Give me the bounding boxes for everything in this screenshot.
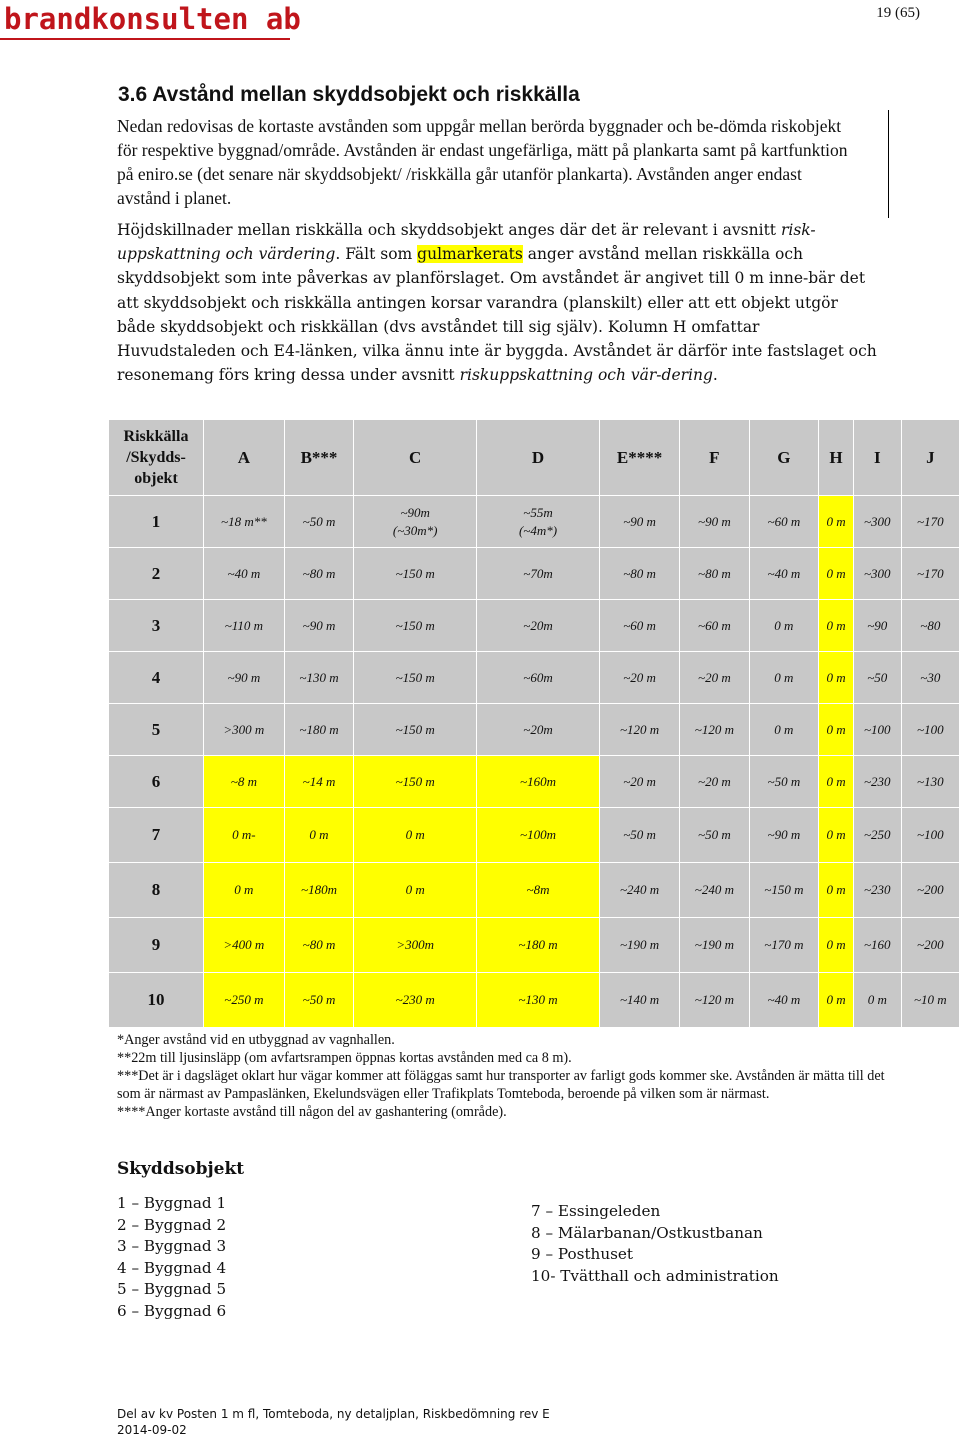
table-cell: ~180m	[284, 863, 354, 918]
table-cell: ~140 m	[599, 973, 679, 1028]
table-cell: ~50 m	[599, 808, 679, 863]
table-cell: 0 m	[819, 548, 854, 600]
table-cell: 0 m	[749, 704, 819, 756]
row-label: 4	[109, 652, 204, 704]
table-cell: ~80	[901, 600, 959, 652]
table-cell: 0 m	[819, 704, 854, 756]
column-header: E****	[599, 420, 679, 496]
table-row	[109, 756, 960, 808]
footnote: ***Det är i dagsläget oklart hur vägar kommer att föläggas samt hur transporter av farligt gods kommer ske. Avstånden är mätta till det som är närmast av Pampaslänken, Ekelundsvägen eller Trafikplats Tomteboda, beroende på vilken som är närmast.	[117, 1068, 885, 1102]
table-cell: ~80 m	[680, 548, 750, 600]
row-label: 10	[109, 973, 204, 1028]
table-cell: ~300	[853, 548, 901, 600]
table-cell: ~90 m	[284, 600, 354, 652]
page-number: 19 (65)	[876, 5, 920, 21]
table-cell: ~20 m	[599, 652, 679, 704]
para2-italic-2: riskuppskattning och vär-dering	[459, 366, 713, 385]
table-cell: ~230	[853, 863, 901, 918]
table-cell: ~150 m	[354, 652, 477, 704]
table-cell: ~110 m	[204, 600, 285, 652]
page-footer	[117, 1406, 550, 1438]
table-cell: ~120 m	[680, 973, 750, 1028]
column-header: J	[901, 420, 959, 496]
table-cell: >400 m	[204, 918, 285, 973]
table-cell: ~20 m	[680, 756, 750, 808]
table-cell: ~40 m	[749, 548, 819, 600]
section-heading: 3.6 Avstånd mellan skyddsobjekt och riskkälla	[118, 83, 580, 106]
para2-text-3: anger avstånd mellan riskkälla och skyddsobjekt som inte påverkas av planförslaget. Om avståndet är angivet till 0 m inne-bär det att skyddsobjekt och riskkälla antingen korsar varandra (planskilt) eller att ett objekt utgör både skyddsobjekt och riskkällan (dvs avståndet till sig själv). Kolumn H omfattar Huvudstaleden och E4-länken, vilka ännu inte är byggda. Avståndet är därför inte fastslaget och resonemang förs kring dessa under avsnitt	[117, 245, 877, 385]
cell-value: ~90m (~30m*)	[392, 504, 438, 538]
corner-line-3: objekt	[134, 470, 178, 487]
table-cell: ~20 m	[599, 756, 679, 808]
table-cell: 0 m	[819, 863, 854, 918]
table-cell: ~18 m**	[204, 496, 285, 548]
table-cell: ~170	[901, 548, 959, 600]
table-cell: >300m	[354, 918, 477, 973]
explanation-paragraph	[117, 218, 877, 387]
list-item: 8 – Mälarbanan/Ostkustbanan	[531, 1223, 763, 1242]
table-row	[109, 704, 960, 756]
column-header: D	[477, 420, 600, 496]
table-cell: 0 m-	[204, 808, 285, 863]
brand-underline	[0, 38, 290, 40]
table-cell: ~190 m	[599, 918, 679, 973]
table-row	[109, 918, 960, 973]
footnotes	[117, 1031, 897, 1121]
table-cell: ~90	[853, 600, 901, 652]
table-cell: ~60 m	[680, 600, 750, 652]
table-cell: ~50 m	[284, 973, 354, 1028]
table-cell: ~60 m	[599, 600, 679, 652]
table-cell: ~70m	[477, 548, 600, 600]
table-cell: ~300	[853, 496, 901, 548]
column-header: G	[749, 420, 819, 496]
table-row	[109, 548, 960, 600]
list-item: 3 – Byggnad 3	[117, 1237, 227, 1256]
skyddsobjekt-list-left	[117, 1193, 226, 1323]
table-cell: ~150 m	[354, 548, 477, 600]
table-cell: 0 m	[819, 496, 854, 548]
table-cell: 0 m	[204, 863, 285, 918]
footnote: ****Anger kortaste avstånd till någon del av gashantering (område).	[117, 1104, 507, 1120]
column-header: C	[354, 420, 477, 496]
table-cell: >300 m	[204, 704, 285, 756]
table-cell: ~80 m	[284, 918, 354, 973]
table-cell: ~230	[853, 756, 901, 808]
table-cell: 0 m	[819, 756, 854, 808]
row-label: 6	[109, 756, 204, 808]
row-label: 9	[109, 918, 204, 973]
table-cell: ~150 m	[354, 756, 477, 808]
table-cell: ~80 m	[284, 548, 354, 600]
table-cell: ~150 m	[354, 704, 477, 756]
table-row	[109, 652, 960, 704]
table-cell: ~50	[853, 652, 901, 704]
column-header: F	[680, 420, 750, 496]
table-cell: 0 m	[354, 808, 477, 863]
table-cell: 0 m	[853, 973, 901, 1028]
cell-value: ~55m (~4m*)	[518, 504, 558, 538]
table-cell: 0 m	[749, 652, 819, 704]
list-item: 5 – Byggnad 5	[117, 1280, 227, 1299]
table-cell: ~150 m	[354, 600, 477, 652]
table-cell: ~8 m	[204, 756, 285, 808]
table-cell: 0 m	[284, 808, 354, 863]
table-cell: 0 m	[354, 863, 477, 918]
column-header: A	[204, 420, 285, 496]
table-header-row	[109, 420, 960, 496]
highlighted-word: gulmarkerats	[417, 245, 523, 264]
row-label: 8	[109, 863, 204, 918]
table-cell: ~100	[853, 704, 901, 756]
list-item: 10- Tvätthall och administration	[531, 1266, 779, 1285]
table-cell: 0 m	[819, 808, 854, 863]
table-cell: ~130 m	[284, 652, 354, 704]
table-cell: ~180 m	[477, 918, 600, 973]
table-cell: ~240 m	[680, 863, 750, 918]
table-cell: ~160	[853, 918, 901, 973]
table-cell: ~20m	[477, 704, 600, 756]
table-corner-header	[109, 420, 204, 496]
table-cell: ~200	[901, 863, 959, 918]
corner-line-2: /Skydds-	[126, 449, 186, 466]
table-cell: ~80 m	[599, 548, 679, 600]
table-row	[109, 600, 960, 652]
table-row	[109, 808, 960, 863]
table-cell: ~90 m	[599, 496, 679, 548]
table-cell: ~40 m	[204, 548, 285, 600]
table-row	[109, 973, 960, 1028]
table-cell: ~50 m	[284, 496, 354, 548]
table-cell: ~50 m	[749, 756, 819, 808]
para2-text-4: .	[712, 366, 718, 385]
row-label: 2	[109, 548, 204, 600]
footer-date: 2014-09-02	[117, 1423, 187, 1437]
table-cell: ~90 m	[680, 496, 750, 548]
row-label: 7	[109, 808, 204, 863]
para2-text-2: . Fält som	[335, 245, 418, 264]
column-header: H	[819, 420, 854, 496]
change-bar	[888, 110, 889, 218]
table-cell: ~100	[901, 808, 959, 863]
list-item: 4 – Byggnad 4	[117, 1258, 227, 1277]
table-cell: ~230 m	[354, 973, 477, 1028]
table-row	[109, 863, 960, 918]
list-item: 1 – Byggnad 1	[117, 1194, 227, 1212]
list-item: 6 – Byggnad 6	[117, 1301, 227, 1320]
list-item: 7 – Essingeleden	[531, 1202, 661, 1220]
table-cell: ~200	[901, 918, 959, 973]
table-cell: ~50 m	[680, 808, 750, 863]
footer-title: Del av kv Posten 1 m fl, Tomteboda, ny detaljplan, Riskbedömning rev E	[117, 1407, 550, 1421]
column-header: B***	[284, 420, 354, 496]
brand-logo: brandkonsulten ab	[4, 2, 301, 36]
footnote: **22m till ljusinsläpp (om avfartsrampen öppnas kortas avstånden med ca 8 m).	[117, 1050, 572, 1066]
skyddsobjekt-heading: Skyddsobjekt	[117, 1159, 245, 1179]
para2-text-1: Höjdskillnader mellan riskkälla och skyddsobjekt anges där det är relevant i avsnitt	[117, 221, 781, 239]
row-label: 1	[109, 496, 204, 548]
row-label: 3	[109, 600, 204, 652]
skyddsobjekt-list-right	[531, 1201, 779, 1287]
table-cell: ~130	[901, 756, 959, 808]
table-cell: ~120 m	[680, 704, 750, 756]
list-item: 9 – Posthuset	[531, 1245, 634, 1264]
table-cell: ~160m	[477, 756, 600, 808]
table-row	[109, 496, 960, 548]
table-cell: ~170	[901, 496, 959, 548]
column-header: I	[853, 420, 901, 496]
table-cell: ~240 m	[599, 863, 679, 918]
table-cell: ~60 m	[749, 496, 819, 548]
table-cell: ~130 m	[477, 973, 600, 1028]
table-cell: ~10 m	[901, 973, 959, 1028]
table-cell: ~30	[901, 652, 959, 704]
table-cell: ~170 m	[749, 918, 819, 973]
table-cell: ~250 m	[204, 973, 285, 1028]
distance-table	[108, 419, 960, 1028]
row-label: 5	[109, 704, 204, 756]
para2-italic-1: risk-uppskattning och värdering	[117, 221, 816, 264]
table-cell: 0 m	[819, 652, 854, 704]
table-cell: ~90 m	[204, 652, 285, 704]
table-cell: ~120 m	[599, 704, 679, 756]
table-cell: ~180 m	[284, 704, 354, 756]
table-cell	[477, 496, 600, 548]
table-cell: ~8m	[477, 863, 600, 918]
table-cell: ~60m	[477, 652, 600, 704]
table-cell: ~14 m	[284, 756, 354, 808]
table-cell: ~20 m	[680, 652, 750, 704]
table-cell: 0 m	[819, 973, 854, 1028]
table-cell: ~20m	[477, 600, 600, 652]
footnote: *Anger avstånd vid en utbyggnad av vagnhallen.	[117, 1032, 395, 1048]
intro-paragraph: Nedan redovisas de kortaste avstånden som uppgår mellan berörda byggnader och be-dömda riskobjekt för respektive byggnad/område. Avstånden är endast ungefärliga, mätt på plankarta samt på kartfunktion på eniro.se (det senare när skyddsobjekt/ /riskkälla går utanför plankarta). Avstånden anger endast avstånd i planet.	[117, 116, 848, 208]
corner-line-1: Riskkälla	[123, 428, 189, 445]
table-cell: 0 m	[819, 918, 854, 973]
table-cell: 0 m	[819, 600, 854, 652]
table-cell: ~100	[901, 704, 959, 756]
table-cell: ~90 m	[749, 808, 819, 863]
table-cell: ~190 m	[680, 918, 750, 973]
table-cell: ~100m	[477, 808, 600, 863]
list-item: 2 – Byggnad 2	[117, 1215, 227, 1234]
table-cell	[354, 496, 477, 548]
table-cell: ~250	[853, 808, 901, 863]
table-cell: ~150 m	[749, 863, 819, 918]
table-cell: ~40 m	[749, 973, 819, 1028]
table-cell: 0 m	[749, 600, 819, 652]
